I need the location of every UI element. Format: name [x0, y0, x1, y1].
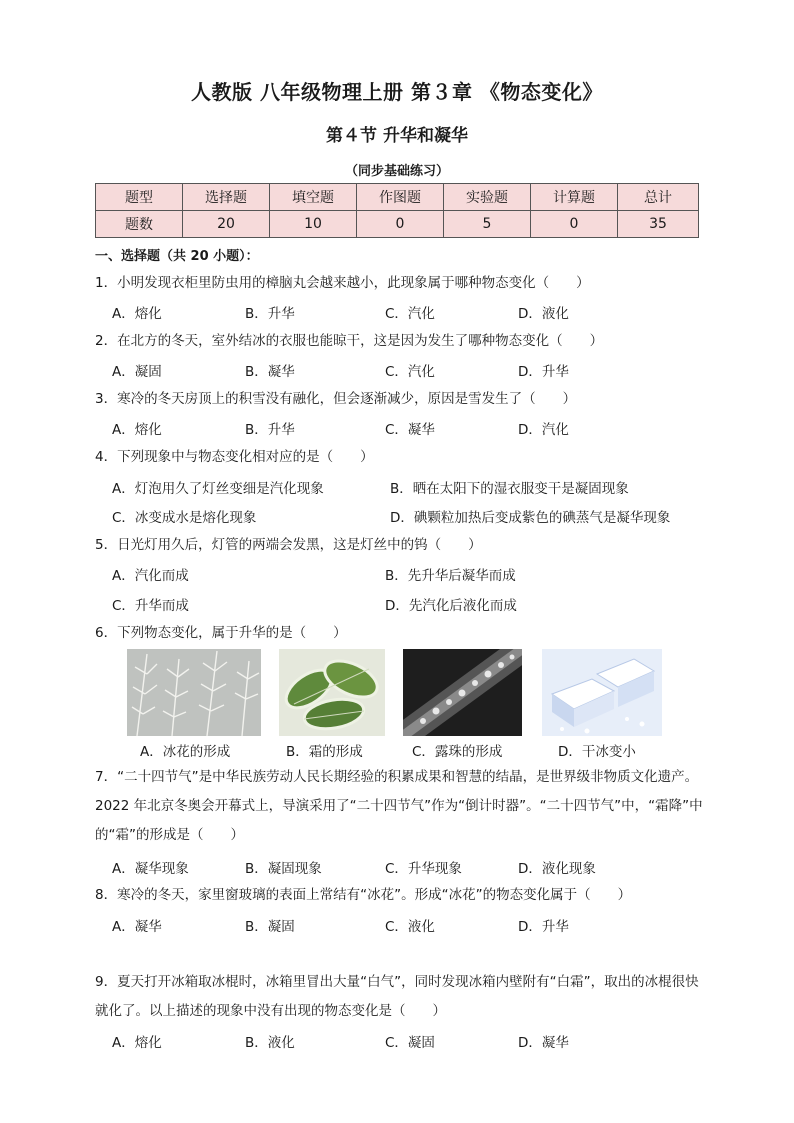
- option-b: B．晒在太阳下的湿衣服变干是凝固现象: [390, 481, 629, 497]
- section-heading: 一、选择题（共 20 小题）：: [95, 249, 259, 264]
- table-cell: 计算题: [531, 184, 618, 211]
- option-c: C．凝华: [385, 422, 435, 438]
- question-8: 8．寒冷的冬天，家里窗玻璃的表面上常结有“冰花”。形成“冰花”的物态变化属于（ ）: [95, 887, 632, 903]
- option-a: A．熔化: [112, 306, 162, 322]
- option-c: C．凝固: [385, 1035, 435, 1051]
- option-b: B．凝华: [245, 364, 295, 380]
- option-c: C．升华现象: [385, 861, 462, 877]
- option-d: D．液化现象: [518, 861, 596, 877]
- table-cell: 0: [357, 211, 444, 238]
- option-d: D．凝华: [518, 1035, 569, 1051]
- option-d: D．碘颗粒加热后变成紫色的碘蒸气是凝华现象: [390, 510, 671, 526]
- option-b: B．升华: [245, 422, 295, 438]
- question-count-table: [95, 183, 699, 238]
- question-5: 5．日光灯用久后，灯管的两端会发黑，这是灯丝中的钨（ ）: [95, 537, 482, 553]
- option-b: B．升华: [245, 306, 295, 322]
- option-d: D．升华: [518, 364, 569, 380]
- option-b: B．霜的形成: [286, 744, 363, 760]
- frost-leaves-image: [279, 649, 385, 736]
- table-cell: 选择题: [183, 184, 270, 211]
- table-cell: 0: [531, 211, 618, 238]
- question-2: 2．在北方的冬天，室外结冰的衣服也能晾干，这是因为发生了哪种物态变化（ ）: [95, 333, 604, 349]
- question-9: 9．夏天打开冰箱取冰棍时，冰箱里冒出大量“白气”，同时发现冰箱内壁附有“白霜”，取出的冰棍很快就化了。以上描述的现象中没有出现的物态变化是（ ）: [95, 974, 699, 1019]
- option-b: B．液化: [245, 1035, 295, 1051]
- question-3: 3．寒冷的冬天房顶上的积雪没有融化，但会逐渐减少，原因是雪发生了（ ）: [95, 391, 577, 407]
- table-cell: 5: [444, 211, 531, 238]
- option-b: B．先升华后凝华而成: [385, 568, 516, 584]
- option-b: B．凝固: [245, 919, 295, 935]
- option-c: C．升华而成: [112, 598, 189, 614]
- table-cell: 题型: [96, 184, 183, 211]
- option-a: A．凝华现象: [112, 861, 189, 877]
- option-c: C．汽化: [385, 306, 435, 322]
- table-cell: 20: [183, 211, 270, 238]
- table-cell: 实验题: [444, 184, 531, 211]
- option-d: D．升华: [518, 919, 569, 935]
- table-cell: 总计: [618, 184, 699, 211]
- option-a: A．凝华: [112, 919, 162, 935]
- option-c: C．冰变成水是熔化现象: [112, 510, 257, 526]
- question-7: 7．“二十四节气”是中华民族劳动人民长期经验的积累成果和智慧的结晶，是世界级非物质文化遗产。2022 年北京冬奥会开幕式上，导演采用了“二十四节气”作为“倒计时器”。“二十四节气”中，“霜降”中的“霜”的形成是（ ）: [95, 769, 703, 843]
- option-a: A．汽化而成: [112, 568, 189, 584]
- option-a: A．凝固: [112, 364, 162, 380]
- table-row: [96, 211, 699, 238]
- option-c: C．液化: [385, 919, 435, 935]
- dry-ice-image: [542, 649, 662, 736]
- option-a: A．冰花的形成: [140, 744, 231, 760]
- option-c: C．汽化: [385, 364, 435, 380]
- option-d: D．干冰变小: [558, 744, 636, 760]
- dew-drops-image: [403, 649, 522, 736]
- question-4: 4．下列现象中与物态变化相对应的是（ ）: [95, 449, 374, 465]
- table-row: [96, 184, 699, 211]
- option-d: D．先汽化后液化而成: [385, 598, 517, 614]
- practice-note: （同步基础练习）: [344, 164, 449, 179]
- table-cell: 作图题: [357, 184, 444, 211]
- option-a: A．灯泡用久了灯丝变细是汽化现象: [112, 481, 324, 497]
- table-cell: 题数: [96, 211, 183, 238]
- question-1: 1．小明发现衣柜里防虫用的樟脑丸会越来越小，此现象属于哪种物态变化（ ）: [95, 275, 590, 291]
- frost-flower-image: [127, 649, 261, 736]
- document-title: 人教版 八年级物理上册 第３章 《物态变化》: [191, 80, 603, 104]
- option-b: B．凝固现象: [245, 861, 322, 877]
- table-cell: 填空题: [270, 184, 357, 211]
- option-d: D．汽化: [518, 422, 569, 438]
- question-6: 6．下列物态变化，属于升华的是（ ）: [95, 625, 347, 641]
- section-subtitle: 第４节 升华和凝华: [326, 126, 468, 146]
- option-a: A．熔化: [112, 1035, 162, 1051]
- table-cell: 10: [270, 211, 357, 238]
- option-a: A．熔化: [112, 422, 162, 438]
- option-c: C．露珠的形成: [412, 744, 503, 760]
- table-cell: 35: [618, 211, 699, 238]
- option-d: D．液化: [518, 306, 569, 322]
